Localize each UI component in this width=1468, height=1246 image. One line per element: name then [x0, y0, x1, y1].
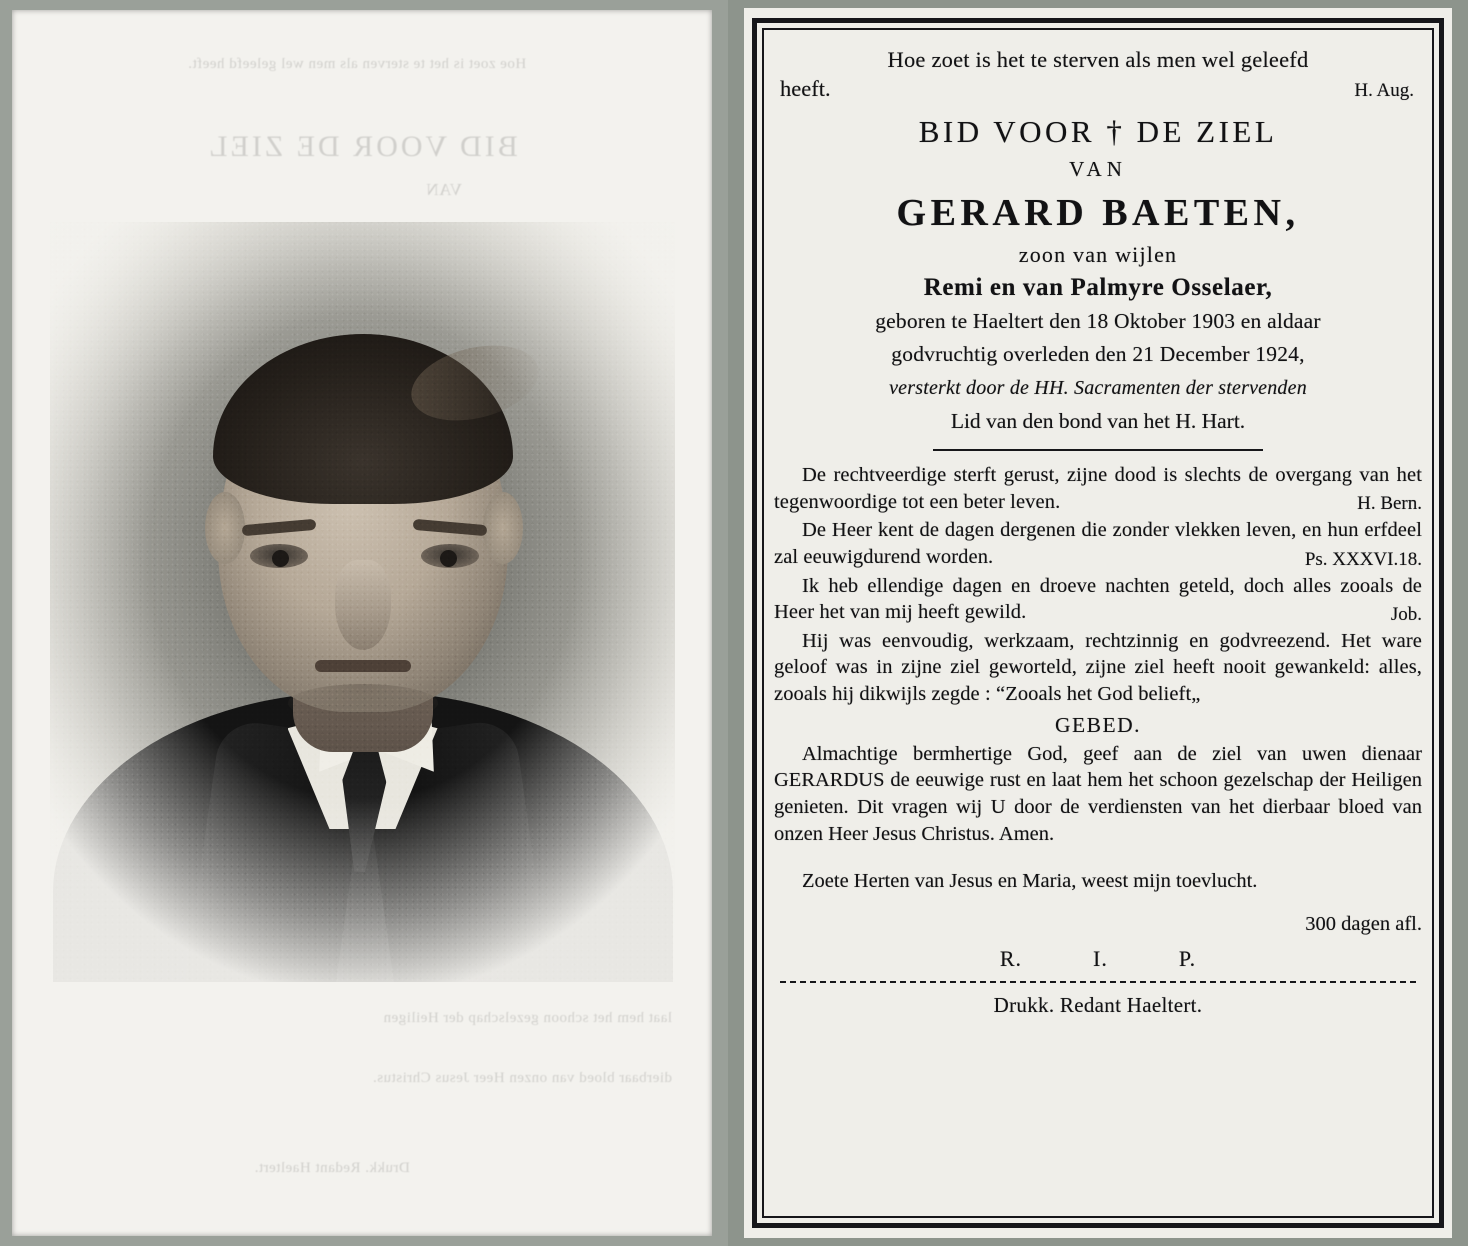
ghost-line: laat hem het schoon gezelschap der Heiligen: [383, 1010, 672, 1026]
indulgence-note: 300 dagen afl.: [1305, 912, 1422, 935]
intro-line-2-row: [774, 76, 1422, 102]
quote-4: Hij was eenvoudig, werkzaam, rechtzinnig en godvreezend. Het ware geloof was in zijne ziel geworteld, zijne ziel heeft nooit gewankeld: alles, zooals hij dikwijls zegde : “Zooals het God belieft„: [774, 629, 1422, 706]
quote-3-reference: Job.: [1390, 603, 1422, 625]
ghost-line: Hoe zoet is het te sterven als men wel geleefd heeft.: [187, 56, 527, 72]
son-of-label: zoon van wijlen: [1018, 241, 1178, 267]
quote-2-reference: Ps. XXXVI.18.: [1304, 548, 1422, 570]
indulgence-row: [774, 913, 1422, 936]
rip-r: R.: [999, 945, 1023, 971]
rip-i: I.: [1093, 945, 1108, 971]
death-line: godvruchtig overleden den 21 December 1924,: [891, 342, 1305, 367]
ghost-line: dierbaar bloed van onzen Heer Jesus Christus.: [372, 1070, 672, 1086]
ghost-line: VAN: [425, 180, 462, 199]
text-page: [728, 0, 1468, 1246]
memorial-text: [774, 40, 1422, 1208]
photo-page: [0, 0, 728, 1246]
ghost-line: Drukk. Redant Haeltert.: [254, 1160, 410, 1176]
intro-line-1: Hoe zoet is het te sterven als men wel geleefd: [887, 47, 1309, 72]
quote-2: De Heer kent de dagen dergenen die zonder vlekken leven, en hun erfdeel zal eeuwigdurend worden.: [774, 519, 1422, 568]
deceased-name: GERARD BAETEN,: [896, 191, 1300, 234]
quote-1-reference: H. Bern.: [1357, 493, 1422, 515]
quote-1: De rechtveerdige sterft gerust, zijne dood is slechts de overgang van het tegenwoordige tot een beter leven.: [774, 463, 1422, 513]
bid-voor-de-ziel: BID VOOR † DE ZIEL: [918, 113, 1278, 149]
sacraments-line: versterkt door de HH. Sacramenten der stervenden: [889, 376, 1307, 399]
portrait-photo: [50, 222, 675, 982]
rip-line: [774, 946, 1422, 972]
van-label: VAN: [1069, 156, 1127, 181]
intro-attribution: H. Aug.: [1354, 79, 1414, 101]
dashed-divider: [780, 981, 1416, 983]
prayer-title: GEBED.: [1054, 712, 1142, 737]
birth-line: geboren te Haeltert den 18 Oktober 1903 en aldaar: [875, 308, 1321, 333]
parents-names: Remi en van Palmyre Osselaer,: [923, 273, 1273, 301]
membership-line: Lid van den bond van het H. Hart.: [950, 408, 1246, 433]
photo-grain: [50, 222, 675, 982]
intro-line-2: heeft.: [780, 75, 831, 101]
quote-3: Ik heb ellendige dagen en droeve nachten geteld, doch alles zooals de Heer het van mij heeft gewild.: [774, 574, 1422, 624]
ghost-line: BID VOOR DE ZIEL: [206, 130, 518, 163]
printer-imprint: Drukk. Redant Haeltert.: [993, 992, 1203, 1017]
photo-page-paper: [12, 10, 712, 1236]
divider-rule: [933, 449, 1263, 451]
text-page-paper: [744, 8, 1452, 1238]
rip-p: P.: [1178, 945, 1197, 971]
invocation-text: Zoete Herten van Jesus en Maria, weest mijn toevlucht.: [802, 869, 1258, 892]
prayer-text: Almachtige bermhertige God, geef aan de ziel van uwen dienaar GERARDUS de eeuwige rust en laat hem het schoon gezelschap der Heiligen genieten. Dit vragen wij U door de verdiensten van het dierbaar bloed van onzen Heer Jesus Christus. Amen.: [774, 742, 1422, 845]
